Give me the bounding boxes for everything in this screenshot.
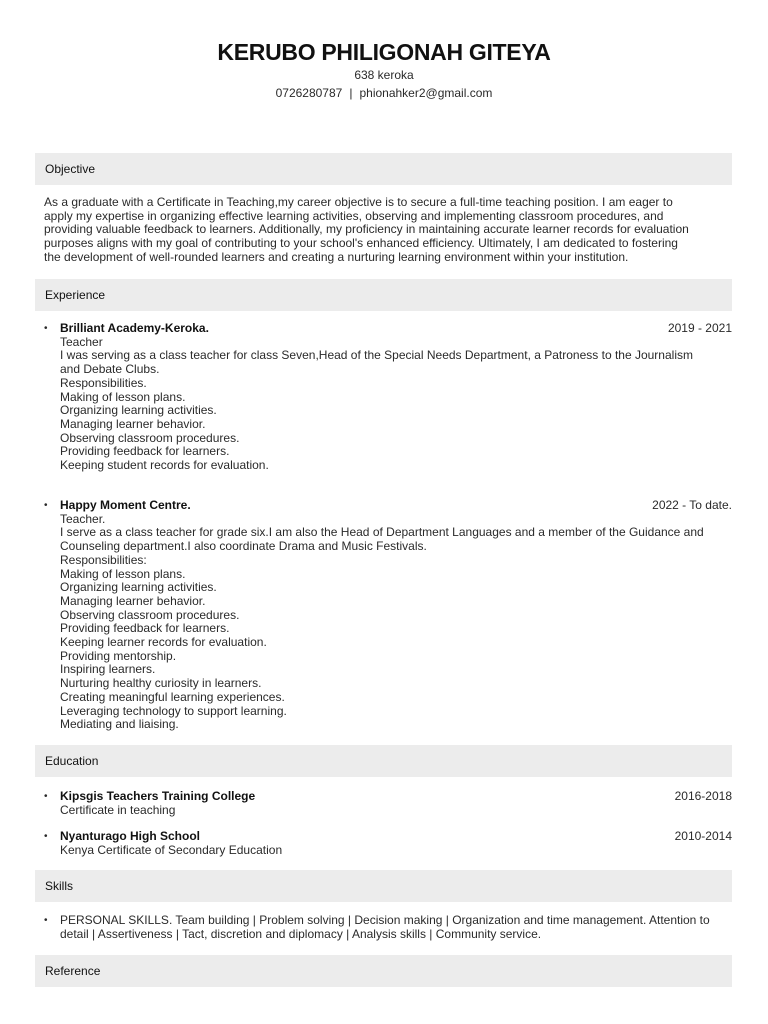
entry-line: Making of lesson plans. (60, 389, 186, 404)
entry-line: Responsibilities. (60, 375, 147, 390)
email-address: phionahker2@gmail.com (359, 86, 493, 100)
education-heading: Education (35, 745, 732, 777)
entry-line: Inspiring learners. (60, 662, 156, 677)
objective-line: apply my expertise in organizing effective learning activities, observing and implementing classroom procedures, and (44, 208, 664, 223)
entry-line: Teacher. (60, 511, 106, 526)
entry-title: Brilliant Academy-Keroka. (60, 321, 209, 335)
entry-line: Managing learner behavior. (60, 416, 206, 431)
entry-line: Leveraging technology to support learning. (60, 703, 287, 718)
entry-line: Nurturing healthy curiosity in learners. (60, 676, 262, 691)
entry-title: Happy Moment Centre. (60, 498, 191, 512)
entry-line: Mediating and liaising. (60, 717, 179, 732)
entry-title: Kipsgis Teachers Training College (60, 789, 256, 803)
bullet: • (44, 500, 48, 511)
entry-line: and Debate Clubs. (60, 362, 160, 377)
entry-line: I serve as a class teacher for grade six.I am also the Head of Department Languages and a member of the Guidance and (60, 525, 704, 540)
entry-date: 2016-2018 (674, 789, 732, 803)
education-entry (44, 830, 732, 857)
phone-number: 0726280787 (275, 86, 343, 100)
reference-heading: Reference (35, 955, 732, 987)
entry-line: Keeping student records for evaluation. (60, 458, 269, 473)
entry-line: Certificate in teaching (60, 802, 176, 817)
entry-line: I was serving as a class teacher for class Seven,Head of the Special Needs Department, a Patroness to the Journalism (60, 348, 693, 363)
objective-line: As a graduate with a Certificate in Teaching,my career objective is to secure a full-time teaching position. I am eager to (44, 195, 673, 209)
bullet: • (44, 915, 48, 926)
bullet: • (44, 831, 48, 842)
entry-line: Kenya Certificate of Secondary Education (60, 842, 283, 857)
objective-heading: Objective (35, 153, 732, 185)
entry-line: Providing feedback for learners. (60, 444, 230, 459)
resume-header (0, 0, 768, 103)
entry-line: Providing feedback for learners. (60, 621, 230, 636)
experience-entry (44, 499, 732, 732)
objective-line: the development of well-rounded learners and creating a nurturing learning environment within your institution. (44, 249, 629, 264)
address: 638 keroka (354, 68, 414, 82)
entry-line: Teacher (60, 334, 103, 349)
objective-line: purposes aligns with my goal of contributing to your school's enhanced efficiency. Ultimately, I am dedicated to fostering (44, 236, 678, 251)
skills-heading: Skills (35, 870, 732, 902)
contact-separator: | (349, 86, 353, 100)
bullet: • (44, 323, 48, 334)
bullet: • (44, 791, 48, 802)
entry-line: Managing learner behavior. (60, 593, 206, 608)
objective-text (44, 196, 724, 265)
entry-line: Observing classroom procedures. (60, 607, 240, 622)
education-entry (44, 790, 732, 817)
entry-line: Counseling department.I also coordinate Drama and Music Festivals. (60, 539, 427, 554)
entry-line: Providing mentorship. (60, 648, 177, 663)
skills-line: detail | Assertiveness | Tact, discretion and diplomacy | Analysis skills | Community service. (60, 926, 542, 941)
entry-line: Making of lesson plans. (60, 566, 186, 581)
objective-line: providing valuable feedback to learners. Additionally, my proficiency in maintaining accurate learner records for evaluation (44, 222, 689, 237)
skills-line: PERSONAL SKILLS. Team building | Problem solving | Decision making | Organization and time management. Attention to (60, 913, 710, 927)
experience-entry (44, 322, 732, 473)
entry-line: Organizing learning activities. (60, 403, 217, 418)
entry-title: Nyanturago High School (60, 829, 201, 843)
contact-line (0, 83, 768, 103)
entry-line: Responsibilities: (60, 552, 147, 567)
entry-line: Observing classroom procedures. (60, 430, 240, 445)
candidate-name: KERUBO PHILIGONAH GITEYA (217, 39, 551, 65)
entry-line: Creating meaningful learning experiences. (60, 689, 285, 704)
entry-line: Keeping learner records for evaluation. (60, 635, 267, 650)
entry-date: 2019 - 2021 (667, 321, 732, 335)
entry-line: Organizing learning activities. (60, 580, 217, 595)
entry-date: 2010-2014 (674, 829, 732, 843)
experience-heading: Experience (35, 279, 732, 311)
entry-date: 2022 - To date. (652, 498, 732, 512)
skills-entry (44, 914, 732, 941)
